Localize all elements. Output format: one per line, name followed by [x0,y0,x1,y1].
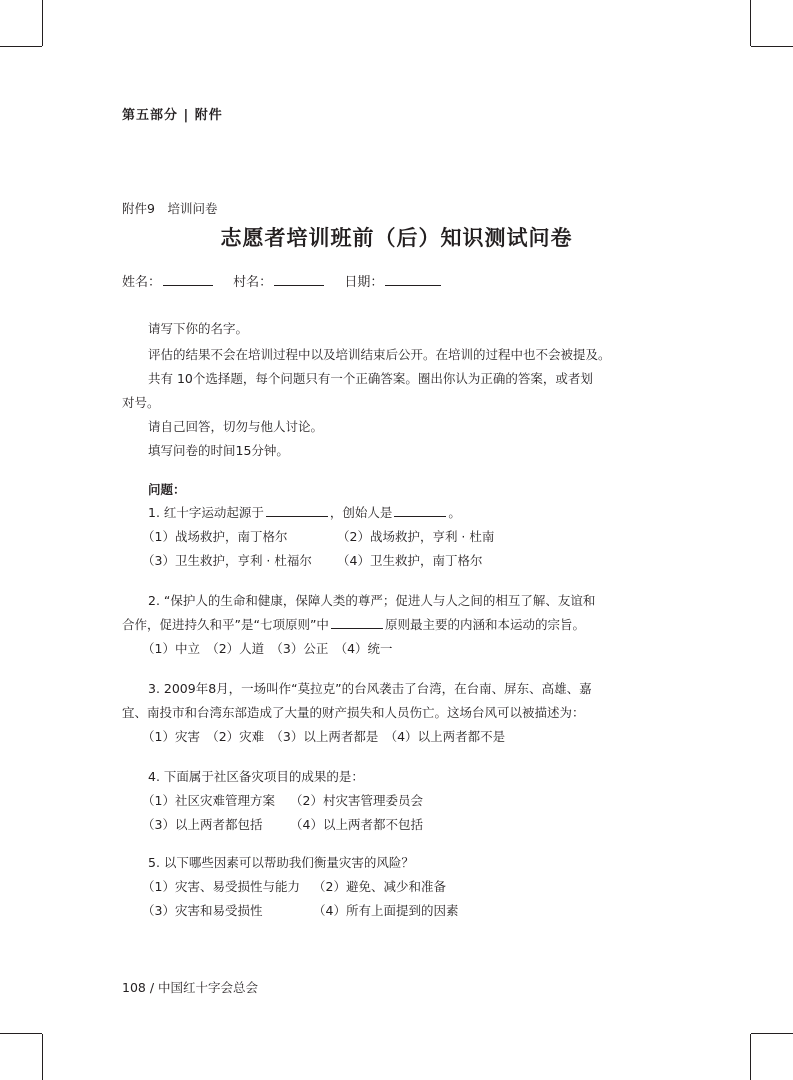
q4-option: （4）以上两者都不包括 [290,817,423,832]
answer-blank [394,506,446,517]
answer-blank [266,506,328,517]
instruction-line: 共有 10个选择题，每个问题只有一个正确答案。圈出你认为正确的答案，或者划 [148,371,593,386]
q1-option: （2）战场救护，亨利 · 杜南 [337,529,495,544]
instruction-line: 对号。 [122,395,160,410]
q4-option: （3）以上两者都包括 [142,817,263,832]
q1-stem: 。 [448,505,461,520]
q5-stem: 5. 以下哪些因素可以帮助我们衡量灾害的风险？ [148,855,414,870]
crop-mark [751,1033,793,1034]
questions-heading: 问题： [148,482,186,497]
q1-stem: ，创始人是 [329,505,393,520]
q2-options: （1）中立 （2）人道 （3）公正 （4）统一 [142,641,393,656]
crop-mark [42,1034,43,1080]
q2-stem-part: 原则最主要的内涵和本运动的宗旨。 [384,617,585,632]
page-footer: 108 / 中国红十字会总会 [122,980,259,995]
q3-options: （1）灾害 （2）灾难 （3）以上两者都是 （4）以上两者都不是 [142,729,506,744]
q1-stem: 1. 红十字运动起源于 [148,505,264,520]
q2-stem-part: 合作，促进持久和平”是“七项原则”中 [122,617,329,632]
crop-mark [42,0,43,46]
date-label: 日期： [344,275,384,290]
attachment-label: 附件9 培训问卷 [122,201,218,216]
crop-mark [750,1034,751,1080]
crop-mark [0,1033,42,1034]
village-blank [274,275,324,286]
crop-mark [0,46,42,47]
name-label: 姓名： [122,275,162,290]
q1-option: （3）卫生救护，亨利 · 杜福尔 [142,553,312,568]
q5-option: （3）灾害和易受损性 [142,903,263,918]
q3-stem: 宜、南投市和台湾东部造成了大量的财产损失和人员伤亡。这场台风可以被描述为： [122,705,585,720]
q4-option: （2）村灾害管理委员会 [290,793,423,808]
instruction-line: 评估的结果不会在培训过程中以及培训结束后公开。在培训的过程中也不会被提及。 [148,347,611,362]
page-title: 志愿者培训班前（后）知识测试问卷 [220,226,573,250]
instruction-line: 请自己回答，切勿与他人讨论。 [148,419,324,434]
answer-blank [331,618,383,629]
q5-option: （4）所有上面提到的因素 [313,903,459,918]
crop-mark [750,0,751,46]
q3-stem: 3. 2009年8月，一场叫作“莫拉克”的台风袭击了台湾，在台南、屏东、高雄、嘉 [148,681,592,696]
running-header: 第五部分 | 附件 [122,108,223,123]
q4-option: （1）社区灾难管理方案 [142,793,275,808]
q4-stem: 4. 下面属于社区备灾项目的成果的是： [148,769,364,784]
q1-option: （4）卫生救护，南丁格尔 [337,553,483,568]
q5-option: （2）避免、减少和准备 [313,879,446,894]
q5-option: （1）灾害、易受损性与能力 [142,879,300,894]
q2-stem: 2. “保护人的生命和健康，保障人类的尊严；促进人与人之间的相互了解、友谊和 [148,593,596,608]
q2-stem [122,615,585,633]
crop-mark [751,46,793,47]
instruction-line: 请写下你的名字。 [148,321,249,336]
village-label: 村名： [233,275,273,290]
q1-option: （1）战场救护，南丁格尔 [142,529,288,544]
respondent-info [122,271,457,290]
instruction-line: 填写问卷的时间15分钟。 [148,443,289,458]
name-blank [163,275,213,286]
date-blank [385,275,441,286]
question-1 [148,503,461,521]
